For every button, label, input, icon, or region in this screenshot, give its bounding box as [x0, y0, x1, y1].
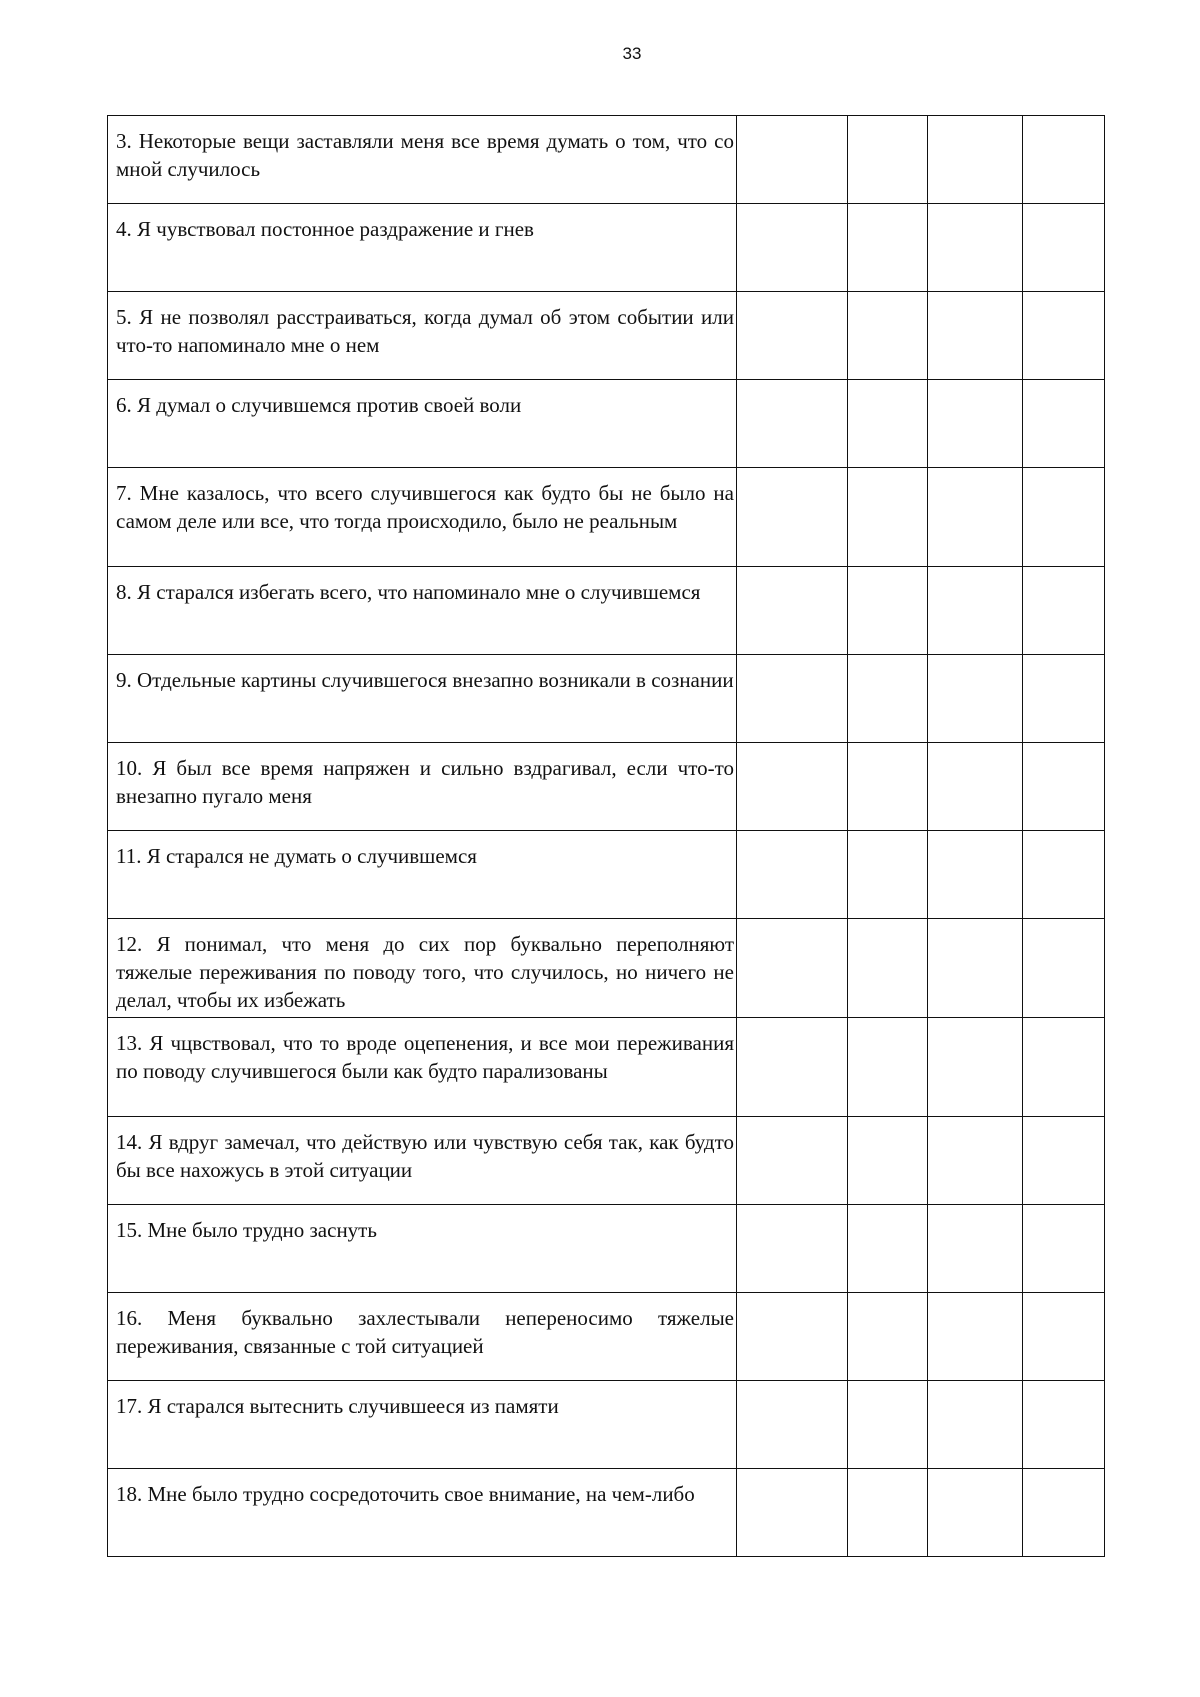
questionnaire-table: [107, 115, 1105, 1557]
answer-cell[interactable]: [928, 1469, 1023, 1557]
answer-cell[interactable]: [928, 1205, 1023, 1293]
answer-cell[interactable]: [737, 1018, 848, 1117]
answer-cell[interactable]: [1023, 1469, 1105, 1557]
answer-cell[interactable]: [928, 919, 1023, 1018]
answer-cell[interactable]: [848, 1469, 928, 1557]
answer-cell[interactable]: [737, 567, 848, 655]
answer-cell[interactable]: [1023, 292, 1105, 380]
answer-cell[interactable]: [928, 1381, 1023, 1469]
answer-cell[interactable]: [1023, 1205, 1105, 1293]
answer-cell[interactable]: [848, 1018, 928, 1117]
answer-cell[interactable]: [848, 1381, 928, 1469]
answer-cell[interactable]: [737, 380, 848, 468]
answer-cell[interactable]: [928, 1117, 1023, 1205]
table-row: [108, 1018, 1105, 1117]
table-row: [108, 292, 1105, 380]
table-row: [108, 743, 1105, 831]
answer-cell[interactable]: [1023, 1381, 1105, 1469]
statement-text: 5. Я не позволял расстраиваться, когда думал об этом событии или что-то напоминало мне о нем: [108, 292, 737, 380]
table-row: [108, 1469, 1105, 1557]
answer-cell[interactable]: [1023, 743, 1105, 831]
answer-cell[interactable]: [848, 655, 928, 743]
table-row: [108, 831, 1105, 919]
answer-cell[interactable]: [737, 1117, 848, 1205]
answer-cell[interactable]: [1023, 380, 1105, 468]
answer-cell[interactable]: [848, 743, 928, 831]
answer-cell[interactable]: [1023, 468, 1105, 567]
statement-text: 11. Я старался не думать о случившемся: [108, 831, 737, 919]
answer-cell[interactable]: [848, 1117, 928, 1205]
statement-text: 8. Я старался избегать всего, что напоминало мне о случившемся: [108, 567, 737, 655]
statement-text: 3. Некоторые вещи заставляли меня все время думать о том, что со мной случилось: [108, 116, 737, 204]
table-row: [108, 1293, 1105, 1381]
answer-cell[interactable]: [928, 655, 1023, 743]
answer-cell[interactable]: [1023, 204, 1105, 292]
answer-cell[interactable]: [848, 292, 928, 380]
answer-cell[interactable]: [1023, 567, 1105, 655]
table-row: [108, 567, 1105, 655]
table-row: [108, 116, 1105, 204]
answer-cell[interactable]: [737, 292, 848, 380]
statement-text: 16. Меня буквально захлестывали непереносимо тяжелые переживания, связанные с той ситуацией: [108, 1293, 737, 1381]
answer-cell[interactable]: [737, 1205, 848, 1293]
statement-text: 17. Я старался вытеснить случившееся из памяти: [108, 1381, 737, 1469]
answer-cell[interactable]: [848, 1205, 928, 1293]
statement-text: 9. Отдельные картины случившегося внезапно возникали в сознании: [108, 655, 737, 743]
statement-text: 7. Мне казалось, что всего случившегося как будто бы не было на самом деле или все, что тогда происходило, было не реальным: [108, 468, 737, 567]
answer-cell[interactable]: [848, 919, 928, 1018]
statement-text: 13. Я чцвствовал, что то вроде оцепенения, и все мои переживания по поводу случившегося были как будто парализованы: [108, 1018, 737, 1117]
answer-cell[interactable]: [737, 743, 848, 831]
answer-cell[interactable]: [737, 1381, 848, 1469]
table-row: [108, 1205, 1105, 1293]
statement-text: 4. Я чувствовал постонное раздражение и гнев: [108, 204, 737, 292]
table-row: [108, 204, 1105, 292]
answer-cell[interactable]: [928, 468, 1023, 567]
statement-text: 10. Я был все время напряжен и сильно вздрагивал, если что-то внезапно пугало меня: [108, 743, 737, 831]
answer-cell[interactable]: [848, 116, 928, 204]
answer-cell[interactable]: [848, 204, 928, 292]
answer-cell[interactable]: [737, 204, 848, 292]
answer-cell[interactable]: [737, 468, 848, 567]
page-number: 33: [622, 44, 642, 63]
answer-cell[interactable]: [928, 567, 1023, 655]
answer-cell[interactable]: [848, 468, 928, 567]
statement-text: 12. Я понимал, что меня до сих пор буквально переполняют тяжелые переживания по поводу того, что случилось, но ничего не делал, чтобы их избежать: [108, 919, 737, 1018]
answer-cell[interactable]: [1023, 1117, 1105, 1205]
answer-cell[interactable]: [737, 116, 848, 204]
table-row: [108, 1117, 1105, 1205]
answer-cell[interactable]: [1023, 919, 1105, 1018]
table-row: [108, 1381, 1105, 1469]
statement-text: 14. Я вдруг замечал, что действую или чувствую себя так, как будто бы все нахожусь в этой ситуации: [108, 1117, 737, 1205]
answer-cell[interactable]: [737, 1469, 848, 1557]
table-row: [108, 655, 1105, 743]
statement-text: 6. Я думал о случившемся против своей воли: [108, 380, 737, 468]
answer-cell[interactable]: [928, 743, 1023, 831]
answer-cell[interactable]: [1023, 1293, 1105, 1381]
answer-cell[interactable]: [737, 831, 848, 919]
answer-cell[interactable]: [1023, 116, 1105, 204]
table-row: [108, 919, 1105, 1018]
answer-cell[interactable]: [928, 831, 1023, 919]
answer-cell[interactable]: [848, 567, 928, 655]
answer-cell[interactable]: [1023, 655, 1105, 743]
answer-cell[interactable]: [928, 204, 1023, 292]
answer-cell[interactable]: [848, 831, 928, 919]
answer-cell[interactable]: [848, 1293, 928, 1381]
answer-cell[interactable]: [928, 116, 1023, 204]
table-row: [108, 468, 1105, 567]
table-row: [108, 380, 1105, 468]
answer-cell[interactable]: [737, 919, 848, 1018]
answer-cell[interactable]: [928, 292, 1023, 380]
answer-cell[interactable]: [928, 1018, 1023, 1117]
answer-cell[interactable]: [737, 655, 848, 743]
answer-cell[interactable]: [1023, 1018, 1105, 1117]
answer-cell[interactable]: [848, 380, 928, 468]
answer-cell[interactable]: [928, 1293, 1023, 1381]
answer-cell[interactable]: [737, 1293, 848, 1381]
answer-cell[interactable]: [928, 380, 1023, 468]
statement-text: 15. Мне было трудно заснуть: [108, 1205, 737, 1293]
statement-text: 18. Мне было трудно сосредоточить свое внимание, на чем-либо: [108, 1469, 737, 1557]
answer-cell[interactable]: [1023, 831, 1105, 919]
